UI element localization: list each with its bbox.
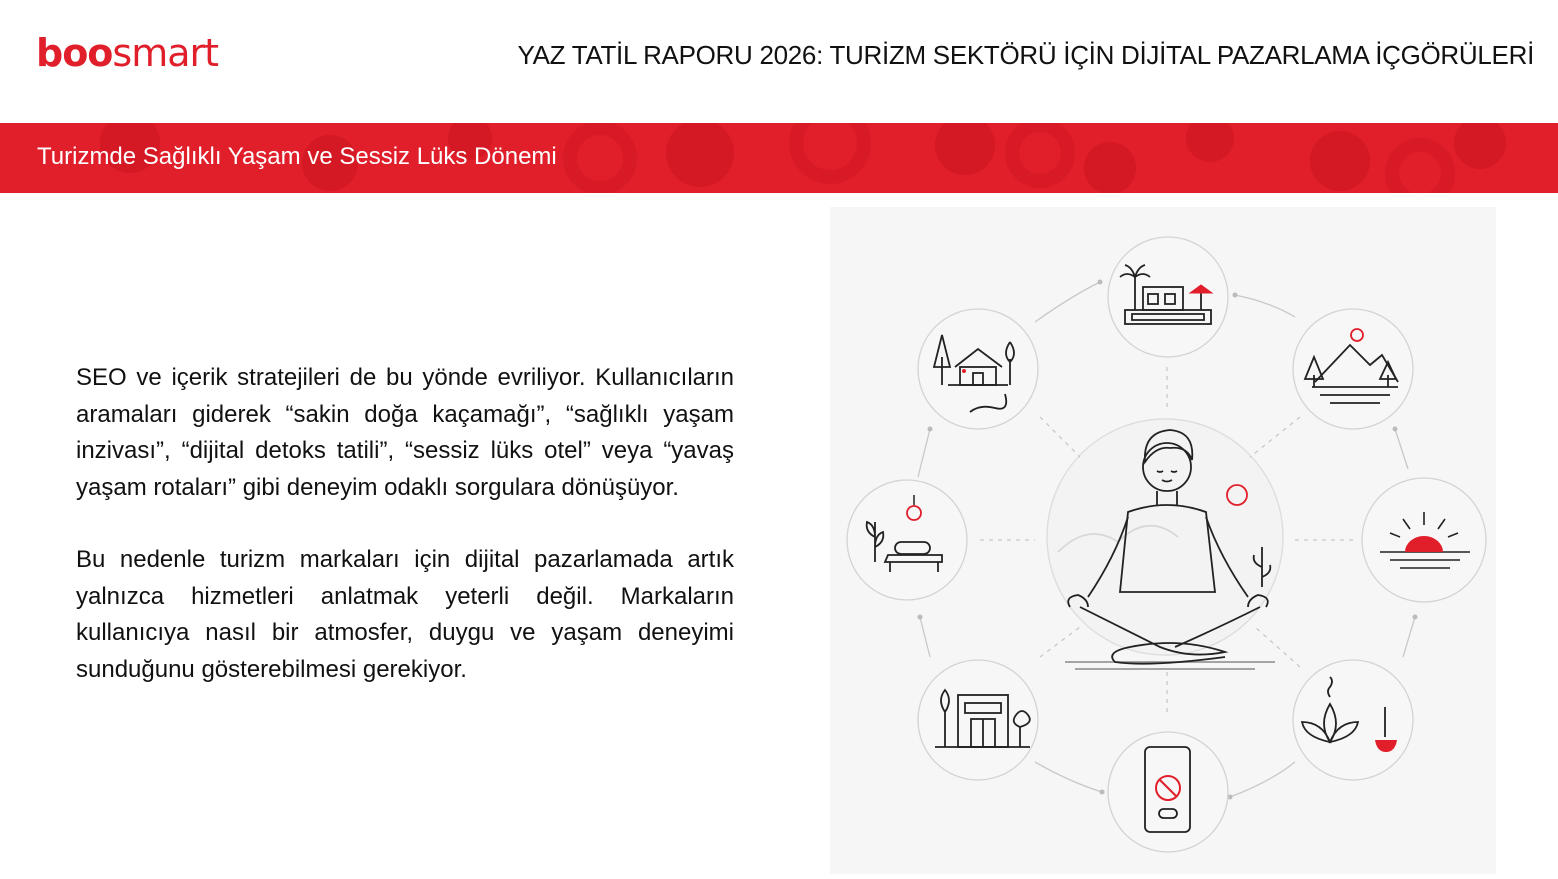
sunset-sea-icon — [1362, 478, 1486, 602]
stone-house-icon — [918, 660, 1038, 780]
cabin-nature-icon — [918, 309, 1038, 429]
paragraph-1: SEO ve içerik stratejileri de bu yönde evriliyor. Kullanıcıların aramaları giderek “sakin doğa kaçamağı”, “sağlıklı yaşam inzivası”, “dijital detoks tatili”, “sessiz lüks otel” veya “yavaş yaşam rotaları” gibi deneyim odaklı sorgulara dönüşüyor. — [76, 364, 734, 501]
body-text — [76, 360, 734, 724]
lotus-incense-icon — [1293, 660, 1413, 780]
logo-light: smart — [112, 31, 219, 75]
logo-bold: boo — [36, 31, 113, 75]
wellness-illustration — [830, 207, 1496, 874]
villa-pool-icon — [1108, 237, 1228, 357]
wellness-illustration-svg — [830, 207, 1496, 874]
section-banner — [0, 123, 1558, 193]
spa-lounger-icon — [847, 480, 967, 600]
logo — [36, 31, 219, 75]
mountain-lake-icon — [1293, 309, 1413, 429]
paragraph-2: Bu nedenle turizm markaları için dijital pazarlamada artık yalnızca hizmetleri anlatmak yeterli değil. Markaların kullanıcıya nasıl bir atmosfer, duygu ve yaşam deneyimi sunduğunu gösterebilmesi gerekiyor. — [76, 546, 734, 683]
phone-detox-icon — [1108, 732, 1228, 852]
report-title: YAZ TATİL RAPORU 2026: TURİZM SEKTÖRÜ İÇİN DİJİTAL PAZARLAMA İÇGÖRÜLERİ — [517, 40, 1534, 70]
banner-title: Turizmde Sağlıklı Yaşam ve Sessiz Lüks Dönemi — [37, 143, 557, 170]
